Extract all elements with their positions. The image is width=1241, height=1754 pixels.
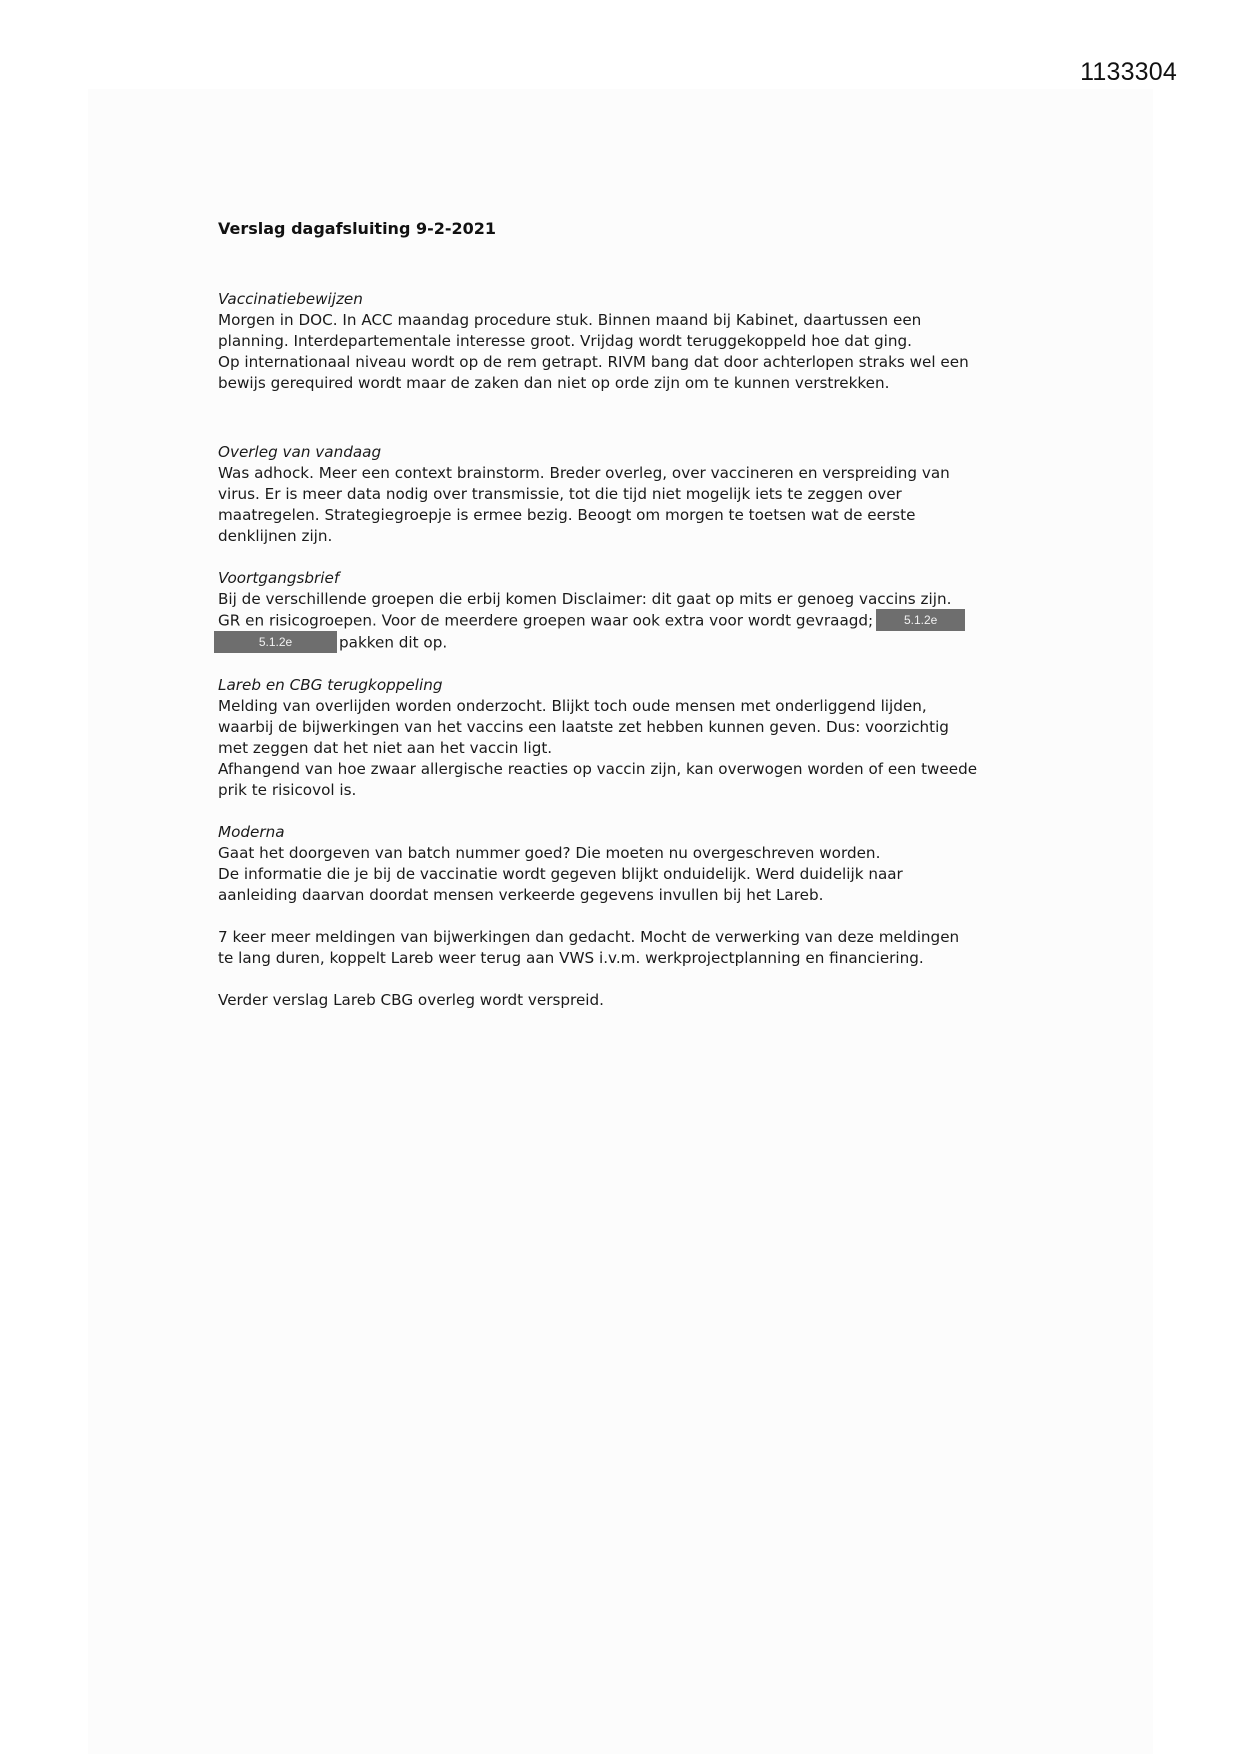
closing-paragraph-verder [218, 990, 1038, 1011]
section-heading: Voortgangsbrief [218, 569, 340, 587]
paragraph-line: Verder verslag Lareb CBG overleg wordt verspreid. [218, 991, 604, 1009]
paragraph-line: met zeggen dat het niet aan het vaccin ligt. [218, 739, 553, 757]
paragraph-line: aanleiding daarvan doordat mensen verkeerde gegevens invullen bij het Lareb. [218, 886, 824, 904]
section-heading: Vaccinatiebewijzen [218, 290, 363, 308]
document-body [218, 218, 1038, 1011]
paragraph-line: Was adhock. Meer een context brainstorm. Breder overleg, over vaccineren en verspreiding van [218, 464, 950, 482]
paragraph-line: Gaat het doorgeven van batch nummer goed? Die moeten nu overgeschreven worden. [218, 844, 881, 862]
paragraph-line: bewijs gerequired wordt maar de zaken dan niet op orde zijn om te kunnen verstrekken. [218, 374, 890, 392]
section-moderna [218, 822, 1038, 906]
paragraph-line: denklijnen zijn. [218, 527, 333, 545]
paragraph-line: Morgen in DOC. In ACC maandag procedure stuk. Binnen maand bij Kabinet, daartussen een [218, 311, 922, 329]
section-heading: Moderna [218, 823, 285, 841]
paragraph-line: Op internationaal niveau wordt op de rem getrapt. RIVM bang dat door achterlopen straks wel een [218, 353, 969, 371]
paragraph-line: De informatie die je bij de vaccinatie wordt gegeven blijkt onduidelijk. Werd duidelijk naar [218, 865, 903, 883]
paragraph-line: te lang duren, koppelt Lareb weer terug aan VWS i.v.m. werkprojectplanning en financiering. [218, 949, 924, 967]
paragraph-line: Bij de verschillende groepen die erbij komen Disclaimer: dit gaat op mits er genoeg vaccins zijn. [218, 590, 952, 608]
section-voortgangsbrief [218, 568, 1038, 654]
redaction-box: 5.1.2e [214, 631, 337, 653]
paragraph-line: Melding van overlijden worden onderzocht. Blijkt toch oude mensen met onderliggend lijden, [218, 697, 927, 715]
paragraph-line: planning. Interdepartementale interesse groot. Vrijdag wordt teruggekoppeld hoe dat ging. [218, 332, 912, 350]
section-lareb-cbg-terugkoppeling [218, 675, 1038, 801]
closing-paragraph-meldingen [218, 927, 1038, 969]
section-overleg-van-vandaag [218, 442, 1038, 547]
paragraph-line: waarbij de bijwerkingen van het vaccins een laatste zet hebben kunnen geven. Dus: voorzichtig [218, 718, 949, 736]
paragraph-line: maatregelen. Strategiegroepje is ermee bezig. Beoogt om morgen te toetsen wat de eerste [218, 506, 916, 524]
paragraph-line: prik te risicovol is. [218, 781, 357, 799]
document-id: 1133304 [1080, 58, 1177, 86]
paragraph-line: 7 keer meer meldingen van bijwerkingen dan gedacht. Mocht de verwerking van deze meldingen [218, 928, 960, 946]
redaction-box: 5.1.2e [876, 609, 965, 631]
paragraph-line [218, 632, 1038, 654]
section-vaccinatiebewijzen [218, 289, 1038, 394]
section-heading: Lareb en CBG terugkoppeling [218, 676, 443, 694]
paragraph-line: virus. Er is meer data nodig over transmissie, tot die tijd niet mogelijk iets te zeggen over [218, 485, 902, 503]
section-heading: Overleg van vandaag [218, 443, 382, 461]
paragraph-line [218, 610, 1038, 632]
paragraph-line: Afhangend van hoe zwaar allergische reacties op vaccin zijn, kan overwogen worden of een tweede [218, 760, 978, 778]
document-title: Verslag dagafsluiting 9-2-2021 [218, 219, 497, 238]
line-text: GR en risicogroepen. Voor de meerdere groepen waar ook extra voor wordt gevraagd; [218, 611, 874, 630]
line-text: pakken dit op. [339, 633, 448, 652]
